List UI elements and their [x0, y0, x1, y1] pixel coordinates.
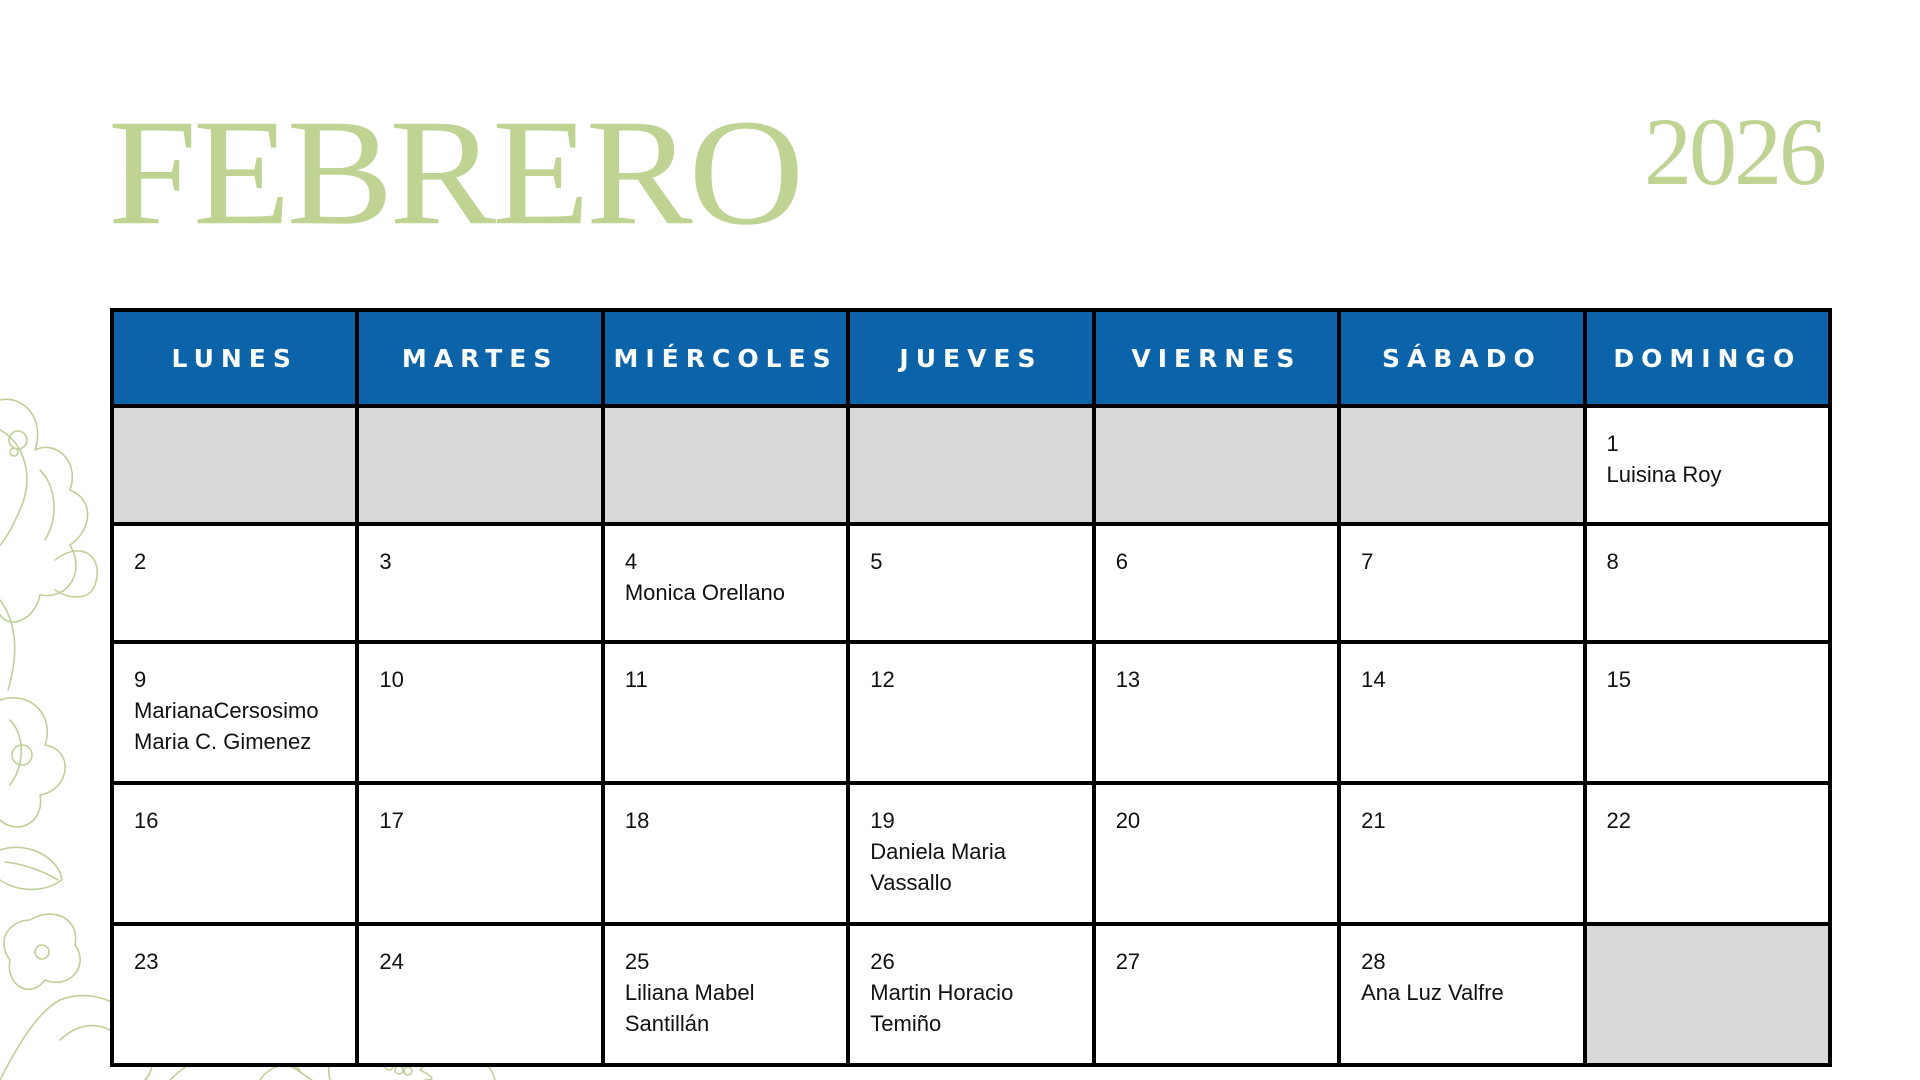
day-number: 19 — [870, 808, 895, 833]
empty-day-cell — [1094, 406, 1339, 524]
day-cell — [1585, 783, 1830, 924]
day-number: 15 — [1606, 667, 1632, 692]
day-cell — [1585, 524, 1830, 642]
birthday-name: Daniela Maria — [870, 839, 1006, 864]
day-cell — [848, 783, 1093, 924]
weekday-header: VIERNES — [1094, 310, 1339, 406]
weekday-header: SÁBADO — [1339, 310, 1584, 406]
week-row — [112, 524, 1830, 642]
day-number: 3 — [379, 549, 392, 574]
day-cell — [112, 642, 357, 783]
day-cell — [1094, 524, 1339, 642]
birthday-name: Ana Luz Valfre — [1361, 980, 1504, 1005]
day-number: 14 — [1361, 667, 1386, 692]
day-number: 9 — [134, 667, 147, 692]
birthday-name: Monica Orellano — [624, 580, 786, 605]
day-cell — [1585, 642, 1830, 783]
weekday-header: JUEVES — [848, 310, 1093, 406]
day-number: 17 — [379, 808, 404, 833]
empty-day-cell — [603, 406, 848, 524]
day-number: 16 — [134, 808, 159, 833]
birthday-name: Maria C. Gimenez — [134, 729, 312, 754]
day-number: 27 — [1115, 949, 1141, 974]
day-number: 26 — [870, 949, 895, 974]
day-cell — [357, 524, 602, 642]
weekday-header-row — [112, 310, 1830, 406]
day-number: 28 — [1361, 949, 1386, 974]
day-cell — [357, 783, 602, 924]
week-row — [112, 642, 1830, 783]
birthday-name: Vassallo — [870, 870, 952, 895]
day-number: 20 — [1115, 808, 1141, 833]
week-row — [112, 924, 1830, 1065]
month-title: FEBRERO — [108, 87, 801, 257]
empty-day-cell — [357, 406, 602, 524]
day-cell — [848, 924, 1093, 1065]
day-number: 18 — [624, 808, 650, 833]
day-number: 7 — [1361, 549, 1374, 574]
day-number: 25 — [624, 949, 650, 974]
weekday-header: LUNES — [112, 310, 357, 406]
birthday-name: MarianaCersosimo — [134, 698, 319, 723]
day-cell — [603, 924, 848, 1065]
year-title: 2026 — [1644, 98, 1824, 205]
day-number: 2 — [134, 549, 147, 574]
day-number: 22 — [1606, 808, 1632, 833]
day-number: 1 — [1606, 431, 1619, 456]
day-cell — [1339, 524, 1584, 642]
day-cell — [112, 524, 357, 642]
day-number: 11 — [624, 667, 648, 692]
empty-day-cell — [1585, 924, 1830, 1065]
empty-day-cell — [1339, 406, 1584, 524]
day-number: 13 — [1115, 667, 1141, 692]
day-cell — [603, 642, 848, 783]
day-cell — [357, 924, 602, 1065]
day-cell — [1339, 924, 1584, 1065]
day-number: 21 — [1361, 808, 1386, 833]
weekday-header: DOMINGO — [1585, 310, 1830, 406]
day-cell — [1339, 783, 1584, 924]
day-cell — [1585, 406, 1830, 524]
day-number: 12 — [870, 667, 895, 692]
birthday-name: Luisina Roy — [1606, 462, 1722, 487]
birthday-name: Santillán — [624, 1011, 710, 1036]
day-cell — [603, 524, 848, 642]
day-number: 4 — [624, 549, 638, 574]
empty-day-cell — [848, 406, 1093, 524]
day-cell — [1094, 642, 1339, 783]
day-number: 5 — [870, 549, 883, 574]
birthday-name: Temiño — [870, 1011, 942, 1036]
weekday-header: MIÉRCOLES — [603, 310, 848, 406]
day-number: 24 — [379, 949, 404, 974]
day-cell — [112, 924, 357, 1065]
day-number: 6 — [1115, 549, 1128, 574]
day-cell — [848, 524, 1093, 642]
birthday-name: Martin Horacio — [870, 980, 1014, 1005]
day-cell — [848, 642, 1093, 783]
day-number: 8 — [1606, 549, 1619, 574]
birthday-name: Liliana Mabel — [624, 980, 755, 1005]
day-cell — [112, 783, 357, 924]
day-cell — [603, 783, 848, 924]
empty-day-cell — [112, 406, 357, 524]
day-cell — [1339, 642, 1584, 783]
weekday-header: MARTES — [357, 310, 602, 406]
week-row — [112, 783, 1830, 924]
day-number: 10 — [379, 667, 404, 692]
day-cell — [1094, 783, 1339, 924]
day-cell — [357, 642, 602, 783]
calendar-grid — [110, 308, 1832, 1067]
day-number: 23 — [134, 949, 159, 974]
week-row — [112, 406, 1830, 524]
day-cell — [1094, 924, 1339, 1065]
